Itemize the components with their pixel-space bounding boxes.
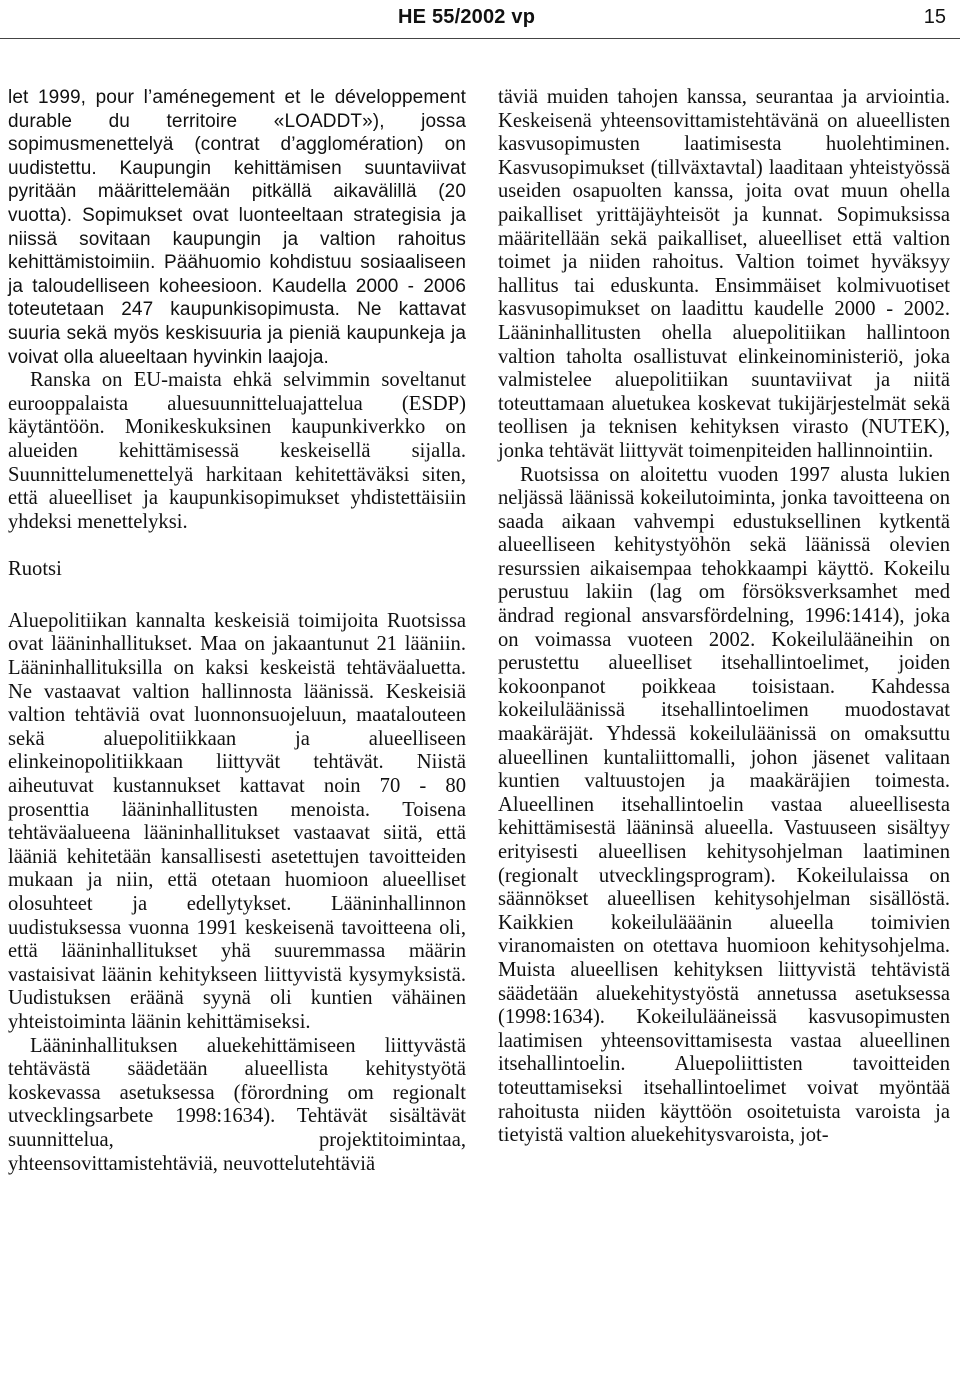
left-column — [8, 86, 466, 1176]
paragraph-france-esdp: Ranska on EU-maista ehkä selvimmin soveltanut eurooppalaista aluesuunnitteluajattelua (ESDP) käytäntöön. Monikeskuksinen kaupunkiverkko on alueiden kehittämisessä keskeisellä sijalla. Suunnittelumenettelyä harkitaan kehitettäväksi siten, että alueelliset ja kaupunkisopimukset yhdistettäisiin yhdeksi menettelyksi. — [8, 369, 466, 533]
paragraph-sweden-county-admin: Aluepolitiikan kannalta keskeisiä toimijoita Ruotsissa ovat lääninhallitukset. Maa on jakaantunut 21 lääniin. Lääninhallituksilla on kaksi keskeistä tehtäväaluetta. Ne vastaavat valtion hallinnosta läänissä. Keskeisiä valtion tehtäviä ovat luonnonsuojeluun, maatalouteen sekä aluepolitiikkaan ja alueelliseen elinkeinopolitiikkaan liittyvät tehtävät. Niistä aiheutuvat kustannukset kattavat noin 70 - 80 prosenttia lääninhallitusten menoista. Toisena tehtäväalueena lääninhallitukset vastaavat siitä, että lääniä kehitetään kansallisesti asetettujen tavoitteiden mukaan ja niin, että otetaan huomioon alueelliset olosuhteet ja edellytykset. Lääninhallinnon uudistuksessa vuonna 1991 keskeisenä tavoitteena oli, että lääninhallitukset yhä suuremmassa määrin vastaisivat läänin kehitykseen liittyvistä kysymyksistä. Uudistuksen eräänä syynä oli kuntien vähäinen yhteistoiminta läänin kehittämiseksi. — [8, 609, 466, 1033]
section-heading-sweden: Ruotsi — [8, 558, 62, 581]
paragraph-sweden-regional-task: Lääninhallituksen aluekehittämiseen liittyvästä tehtävästä säädetään alueellista kehitystyötä koskevassa asetuksessa (förordning om regionalt utvecklingsarbete 1998:1634). Tehtävät sisältävät suunnittelua, projektitoimintaa, yhteensovittamistehtäviä, neuvottelutehtäviä — [8, 1034, 466, 1175]
document-id: HE 55/2002 vp — [398, 6, 536, 28]
right-column — [498, 86, 950, 1148]
paragraph-pilot-regions: Ruotsissa on aloitettu vuoden 1997 alusta lukien neljässä läänissä kokeilutoiminta, jonka tavoitteena on saada aikaan vahvempi edustuksellinen kytkentä alueelliseen kehitystyöhön sekä läänissä olevien resurssien aikaisempaa tehokkaampi käyttö. Kokeilu perustuu lakiin (lag om försöksverksamhet med ändrad regional ansvarsfördelning, 1996:1414), joka on voimassa vuoteen 2002. Kokeilulääneihin on perustettu alueelliset itsehallintoelimet, joiden kokoonpanot poikkeaa toisistaan. Kahdessa kokeiluläänissä itsehallintoelimen muodostavat maakäräjät. Yhdessä kokeiluläänissä on omaksuttu alueellinen kuntaliittomalli, johon jäsenet valitaan kuntien valtuustojen ja maakäräjien toimesta. Alueellinen itsehallintoelin vastaa alueellisesta kehittämisestä lääninsä alueella. Vastuuseen sisältyy erityisesti alueellisen kehitysohjelman laatiminen (regionalt utvecklingsprogram). Kokeilulaissa on säännökset alueellisen kehitysohjelman sisällöstä. Kaikkien kokeilulääänin alueella toimivien viranomaisten on otettava huomioon kehitysohjelma. Muista alueellisen kehityksen liittyvistä tehtävistä säädetään aluekehitystyöstä annetussa asetuksessa (1998:1634). Kokeilulääneissä kasvusopimusten laatimisen yhteensovittamisesta vastaa alueellinen itsehallintoelin. Aluepoliittisten tavoitteiden toteuttamiseksi itsehallintoelimet voivat myöntää rahoitusta niiden käyttöön osoitetuista varoista ja tietyistä valtion aluekehitysvaroista, jot- — [498, 463, 950, 1147]
page-header — [0, 6, 960, 32]
paragraph-growth-agreements: täviä muiden tahojen kanssa, seurantaa ja arviointia. Keskeisenä yhteensovittamistehtävänä on alueellisten kasvusopimusten laatimisesta huolehtiminen. Kasvusopimukset (tillväxtavtal) laaditaan yhteistyössä useiden osapuolten kanssa, joita ovat muun ohella paikalliset yrittäjäyhteisöt ja kunnat. Sopimuksissa määritellään sekä paikalliset, alueelliset että valtion toimet ja niiden rahoitus. Valtion toimet hyväksyy hallitus tai eduskunta. Ensimmäiset kolmivuotiset kasvusopimukset on laadittu kaudelle 2000 - 2002. Lääninhallitusten ohella aluepolitiikan hallintoon valtion taholta osallistuvat elinkeinoministeriö, joka valmistelee aluepolitiikan suuntaviivat ja niitä toteuttamaan aluetukea koskevat tukijärjestelmät sekä teollisen ja teknisen kehityksen virasto (NUTEK), jonka tehtävät liittyvät toimenpiteiden hallinnointiin. — [498, 86, 950, 462]
page-number: 15 — [923, 6, 946, 28]
header-rule — [0, 38, 960, 39]
paragraph-france-contracts: let 1999, pour l’aménegement et le développement durable du territoire «LOADDT»), jossa sopimusmenettelyä (contrat d’agglomération) on uudistettu. Kaupungin kehittämisen suuntaviivat pyritään määrittelemään pitkällä aikavälillä (20 vuotta). Sopimukset ovat luonteeltaan strategisia ja niissä sovitaan kaupungin ja valtion rahoitus kehittämistoimiin. Päähuomio kohdistuu sosiaaliseen ja taloudelliseen koheesioon. Kaudella 2000 - 2006 toteutetaan 247 kaupunkisopimusta. Ne kattavat suuria sekä myös keskisuuria ja pieniä kaupunkeja ja voivat olla alueeltaan hyvinkin laajoja. — [8, 87, 466, 368]
